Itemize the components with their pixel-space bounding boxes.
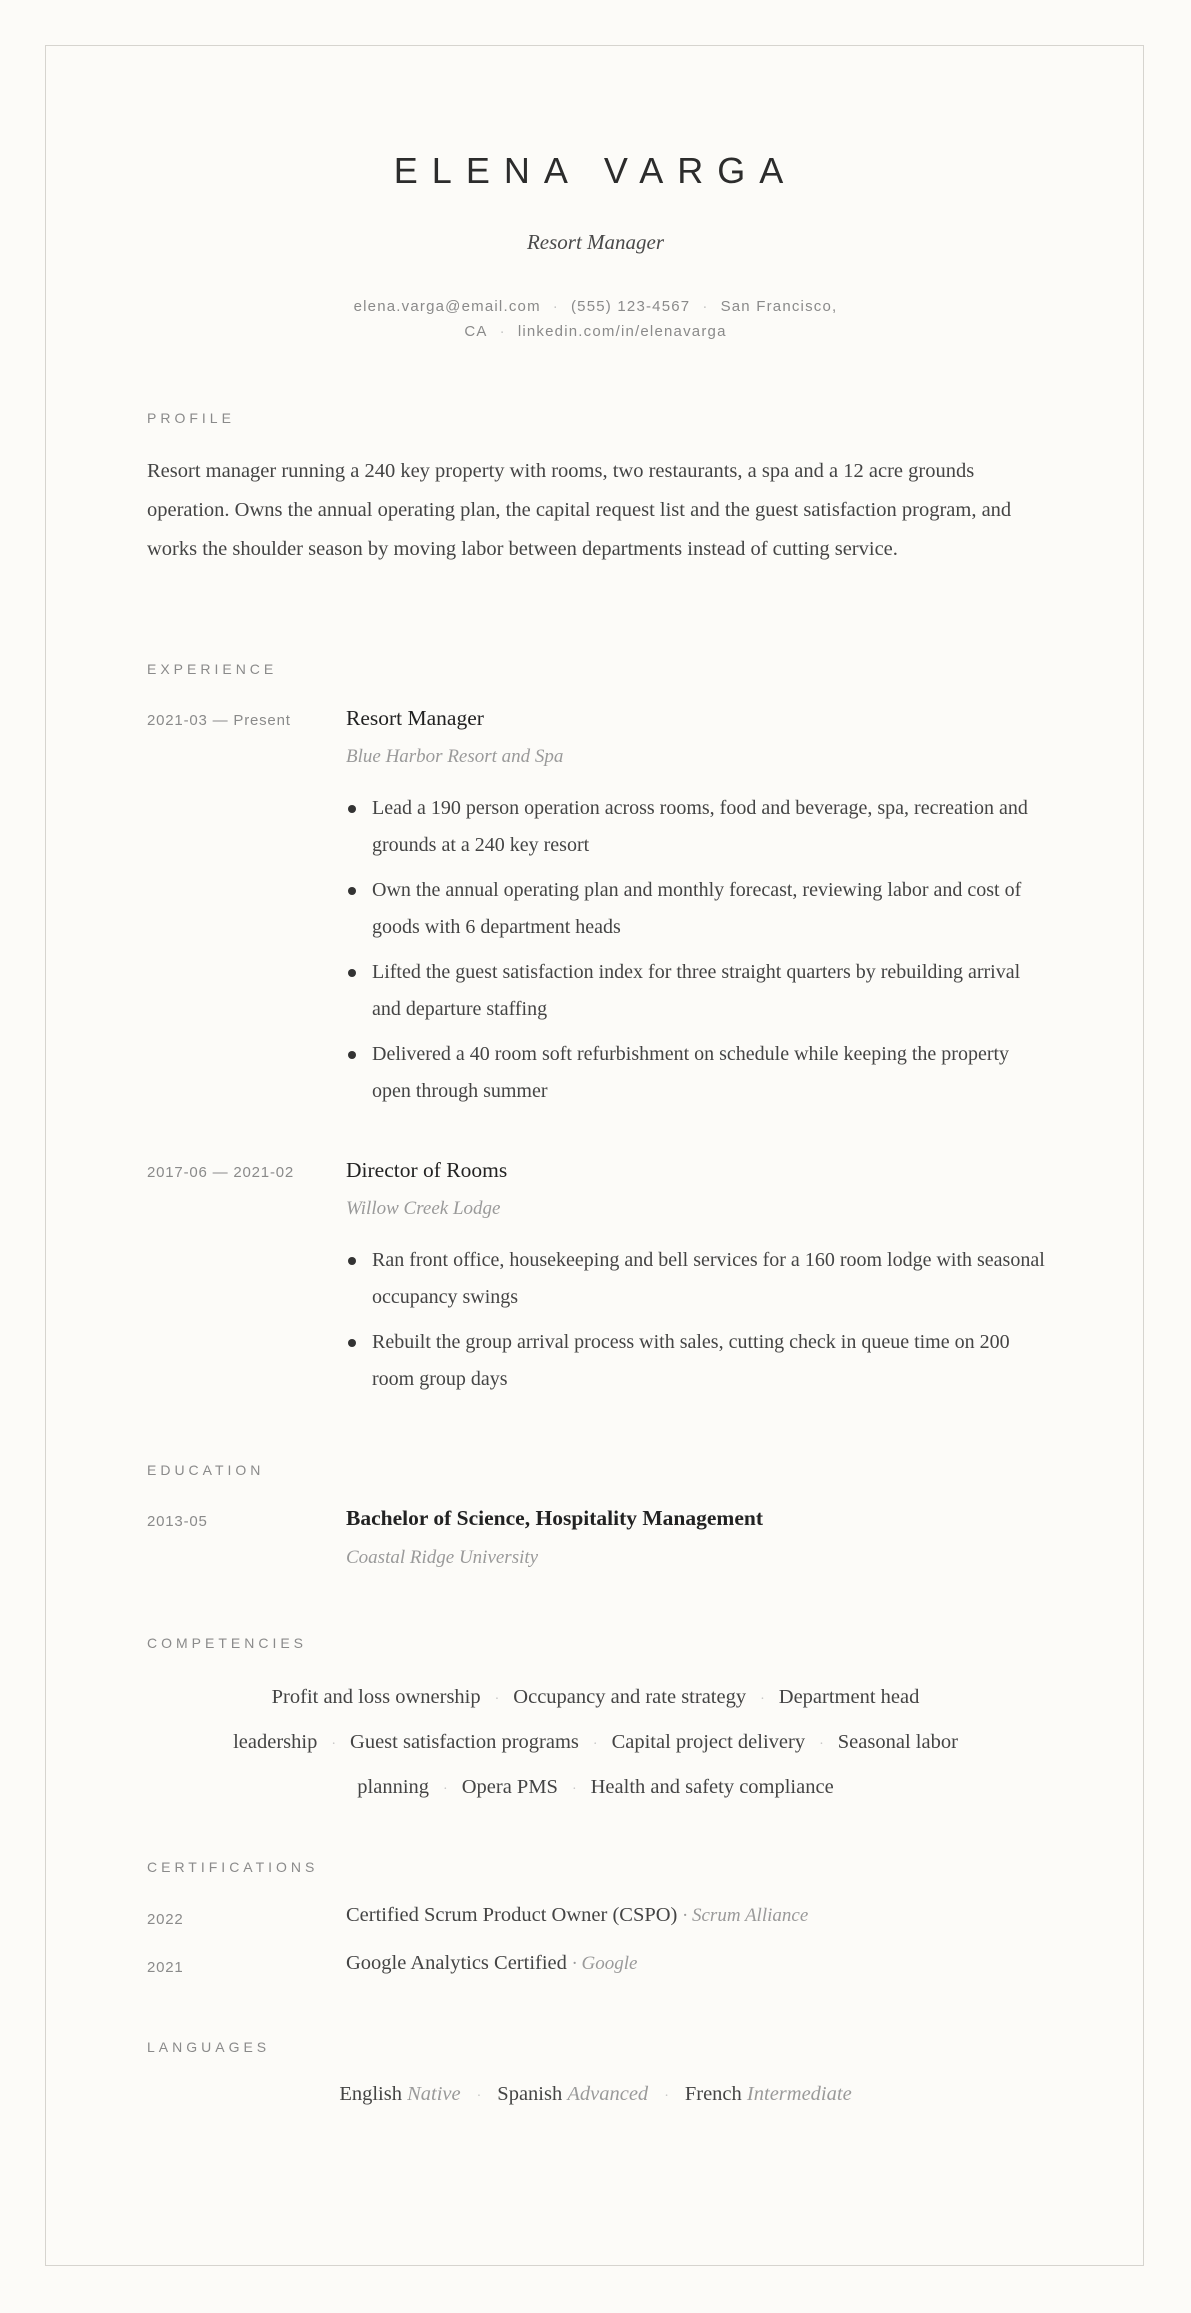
- competency-item: Seasonal labor planning: [357, 1731, 958, 1798]
- job-bullet: Delivered a 40 room soft refurbishment on schedule while keeping the property open through summer: [346, 1036, 1046, 1110]
- competency-item: Health and safety compliance: [590, 1776, 834, 1798]
- cert-name: Google Analytics Certified: [346, 1952, 567, 1974]
- language-level: Advanced: [567, 2083, 649, 2105]
- profile-summary: Resort manager running a 240 key property with rooms, two restaurants, a spa and a 12 acre grounds operation. Owns the annual operating plan, the capital request list and the guest satisfaction program, and works the shoulder season by moving labor between departments instead of cutting service.: [147, 460, 1012, 560]
- contact-separator: ·: [702, 298, 709, 315]
- candidate-role: Resort Manager: [526, 230, 665, 254]
- job-bullet: Lifted the guest satisfaction index for three straight quarters by rebuilding arrival and departure staffing: [346, 954, 1046, 1028]
- competency-separator: ·: [819, 1737, 824, 1752]
- language-name: English: [339, 2083, 402, 2105]
- job-bullet: Rebuilt the group arrival process with sales, cutting check in queue time on 200 room group days: [346, 1324, 1046, 1398]
- competency-item: Guest satisfaction programs: [350, 1731, 579, 1753]
- cert-name: Certified Scrum Product Owner (CSPO): [346, 1904, 678, 1926]
- contact-separator: ·: [499, 323, 506, 340]
- language-name: Spanish: [497, 2083, 563, 2105]
- job-company: Willow Creek Lodge: [346, 1198, 501, 1219]
- language-name: French: [684, 2083, 742, 2105]
- competency-separator: ·: [571, 1782, 577, 1797]
- competency-item: Occupancy and rate strategy: [513, 1686, 747, 1708]
- competency-separator: ·: [494, 1692, 500, 1707]
- cert-issuer: · Google: [572, 1953, 638, 1974]
- contact-city: San Francisco,: [720, 298, 838, 315]
- cert-issuer: · Scrum Alliance: [682, 1905, 809, 1926]
- education-degree: Bachelor of Science, Hospitality Management: [346, 1506, 764, 1530]
- language-separator: ·: [476, 2089, 482, 2104]
- competency-separator: ·: [331, 1737, 337, 1752]
- contact-phone[interactable]: (555) 123-4567: [570, 298, 691, 315]
- job-bullet: Ran front office, housekeeping and bell services for a 160 room lodge with seasonal occupancy swings: [346, 1242, 1046, 1316]
- job-title: Resort Manager: [346, 706, 484, 730]
- competency-separator: ·: [760, 1692, 765, 1707]
- education-school: Coastal Ridge University: [346, 1547, 539, 1568]
- contact-separator: ·: [552, 298, 559, 315]
- section-label-education: EDUCATION: [147, 1462, 265, 1478]
- competencies-list: [190, 1676, 1001, 1811]
- contact-line: [320, 294, 871, 344]
- job-bullets: [346, 1242, 1046, 1406]
- cert-entry: [346, 1952, 637, 1975]
- section-label-languages: LANGUAGES: [147, 2039, 271, 2055]
- education-date: 2013-05: [147, 1513, 208, 1530]
- competency-item: Opera PMS: [461, 1776, 558, 1798]
- competency-item: Department head leadership: [233, 1686, 920, 1753]
- competency-separator: ·: [592, 1737, 598, 1752]
- section-label-certifications: CERTIFICATIONS: [147, 1859, 319, 1875]
- cert-entry: [346, 1904, 808, 1927]
- job-dates: 2021-03 — Present: [147, 712, 291, 729]
- contact-email[interactable]: elena.varga@email.com: [353, 298, 541, 315]
- cert-year: 2022: [147, 1911, 184, 1928]
- cert-year: 2021: [147, 1959, 184, 1976]
- competency-item: Capital project delivery: [611, 1731, 806, 1753]
- language-separator: ·: [664, 2089, 669, 2104]
- competency-separator: ·: [443, 1782, 448, 1797]
- competency-item: Profit and loss ownership: [271, 1686, 481, 1708]
- section-label-profile: PROFILE: [147, 410, 235, 426]
- resume-frame: [45, 45, 1144, 2266]
- job-bullet: Lead a 190 person operation across rooms, food and beverage, spa, recreation and grounds at a 240 key resort: [346, 790, 1046, 864]
- job-company: Blue Harbor Resort and Spa: [346, 746, 564, 767]
- job-bullet: Own the annual operating plan and monthly forecast, reviewing labor and cost of goods with 6 department heads: [346, 872, 1046, 946]
- contact-state: CA: [464, 323, 488, 340]
- section-label-competencies: COMPETENCIES: [147, 1635, 308, 1651]
- job-dates: 2017-06 — 2021-02: [147, 1164, 295, 1181]
- candidate-name: ELENA VARGA: [393, 150, 798, 191]
- contact-linkedin[interactable]: linkedin.com/in/elenavarga: [517, 323, 727, 340]
- language-level: Native: [407, 2083, 461, 2105]
- languages-list: [0, 2083, 1191, 2106]
- job-title: Director of Rooms: [346, 1158, 508, 1182]
- section-label-experience: EXPERIENCE: [147, 661, 278, 677]
- language-level: Intermediate: [746, 2083, 852, 2105]
- job-bullets: [346, 790, 1046, 1118]
